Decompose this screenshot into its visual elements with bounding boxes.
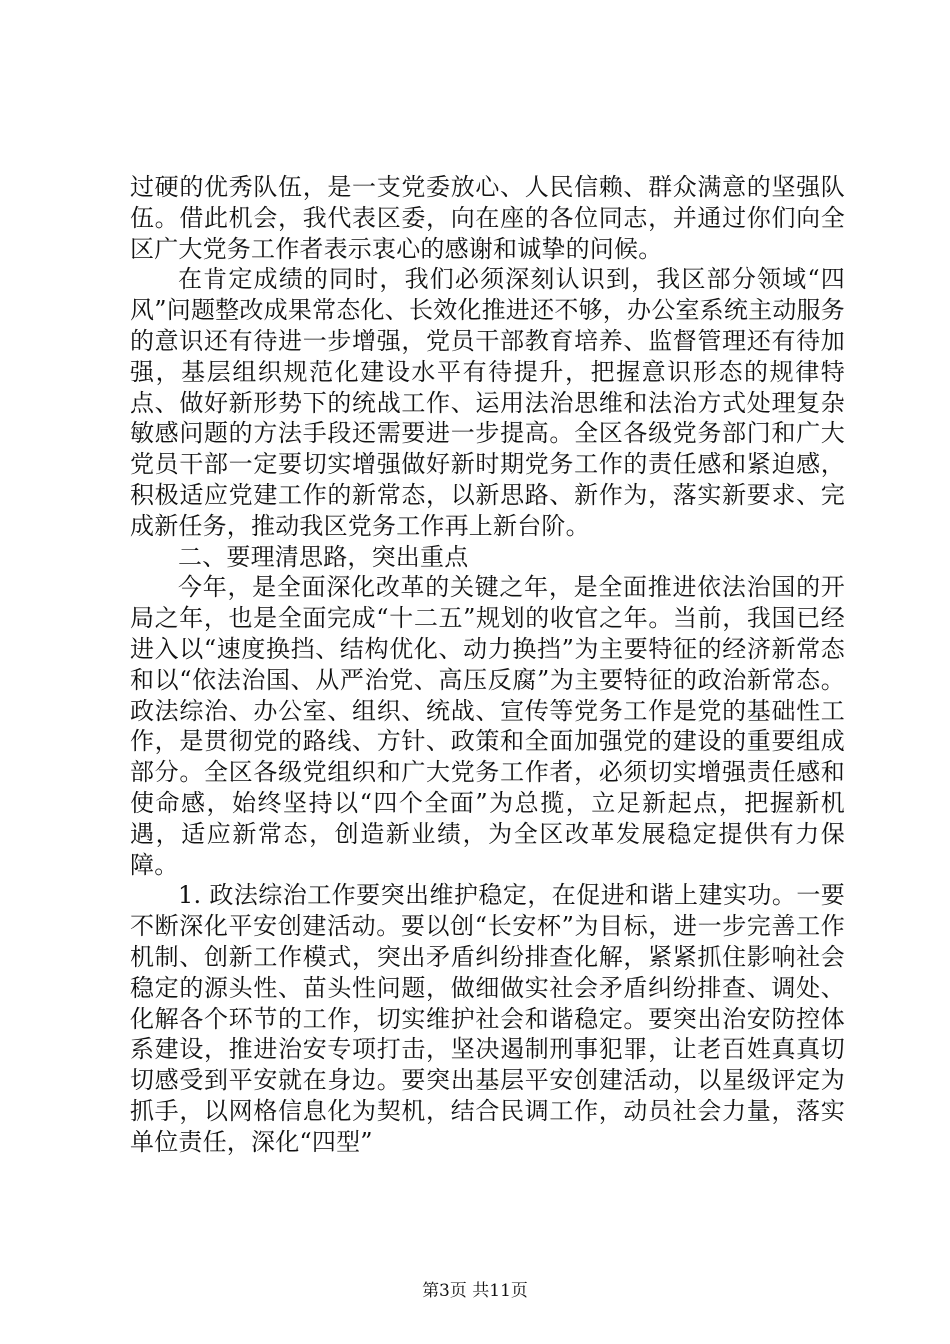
document-body	[130, 172, 845, 1158]
section-heading: 二、要理清思路，突出重点	[178, 542, 469, 571]
page-footer: 第3页 共11页	[422, 1281, 528, 1301]
paragraph-context: 今年，是全面深化改革的关键之年，是全面推进依法治国的开局之年，也是全面完成“十二五”规划的收官之年。当前，我国已经进入以“速度换挡、结构优化、动力换挡”为主要特征的经济新常态和以“依法治国、从严治党、高压反腐”为主要特征的政治新常态。政法综治、办公室、组织、统战、宣传等党务工作是党的基础性工作，是贯彻党的路线、方针、政策和全面加强党的建设的重要组成部分。全区各级党组织和广大党务工作者，必须切实增强责任感和使命感，始终坚持以“四个全面”为总揽，立足新起点，把握新机遇，适应新常态，创造新业绩，为全区改革发展稳定提供有力保障。	[130, 573, 845, 879]
paragraph-item-1: 1. 政法综治工作要突出维护稳定，在促进和谐上建实功。一要不断深化平安创建活动。要以创“长安杯”为目标，进一步完善工作机制、创新工作模式，突出矛盾纠纷排查化解，紧紧抓住影响社会稳定的源头性、苗头性问题，做细做实社会矛盾纠纷排查、调处、化解各个环节的工作，切实维护社会和谐稳定。要突出治安防控体系建设，推进治安专项打击，坚决遏制刑事犯罪，让老百姓真真切切感受到平安就在身边。要突出基层平安创建活动，以星级评定为抓手，以网格信息化为契机，结合民调工作，动员社会力量，落实单位责任，深化“四型”	[130, 881, 845, 1156]
paragraph-problems: 在肯定成绩的同时，我们必须深刻认识到，我区部分领域“四风”问题整改成果常态化、长效化推进还不够，办公室系统主动服务的意识还有待进一步增强，党员干部教育培养、监督管理还有待加强，基层组织规范化建设水平有待提升，把握意识形态的规律特点、做好新形势下的统战工作、运用法治思维和法治方式处理复杂敏感问题的方法手段还需要进一步提高。全区各级党务部门和广大党员干部一定要切实增强做好新时期党务工作的责任感和紧迫感，积极适应党建工作的新常态，以新思路、新作为，落实新要求、完成新任务，推动我区党务工作再上新台阶。	[130, 265, 845, 540]
paragraph-continuation: 过硬的优秀队伍，是一支党委放心、人民信赖、群众满意的坚强队伍。借此机会，我代表区委，向在座的各位同志，并通过你们向全区广大党务工作者表示衷心的感谢和诚挚的问候。	[130, 173, 845, 263]
